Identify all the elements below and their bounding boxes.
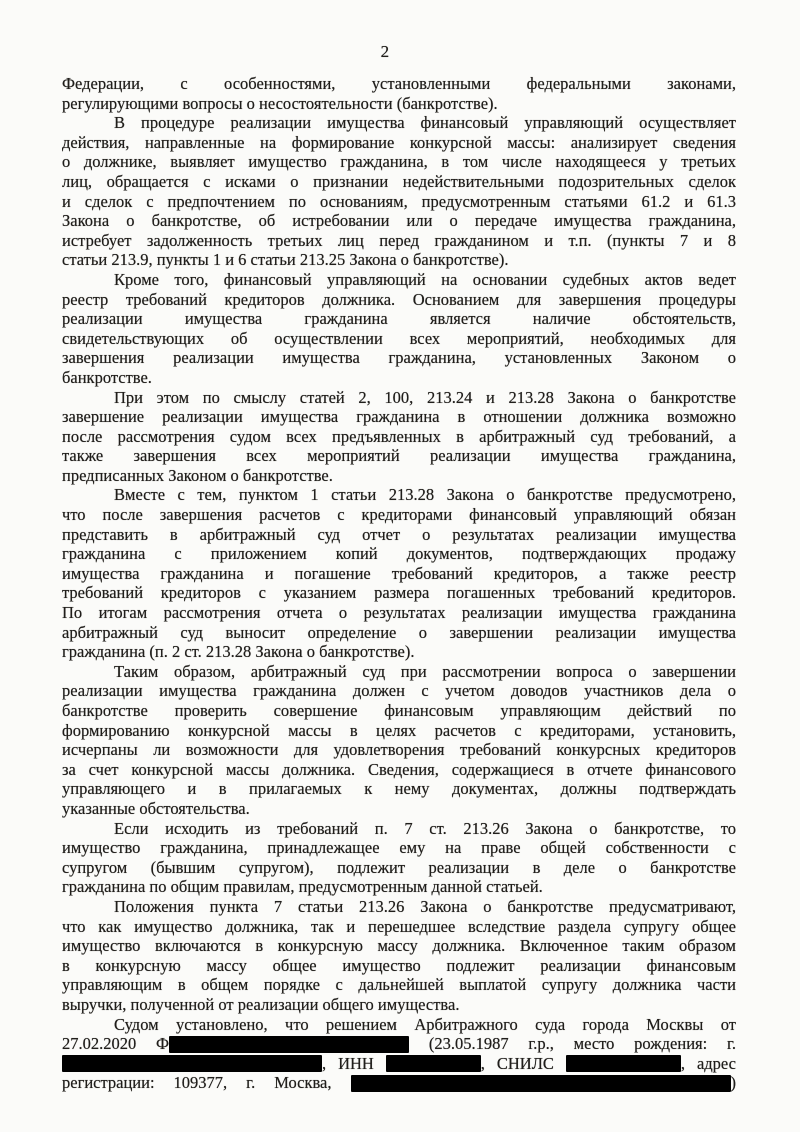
- text-line: свидетельствующих об осуществлении всех мероприятий, необходимых для: [62, 328, 736, 348]
- text-line: завершения реализации имущества гражданина, установленных Законом о: [62, 348, 736, 368]
- text-line: банкротстве.: [62, 367, 152, 387]
- text-line: регистрации: 109377, г. Москва, ): [62, 1073, 736, 1093]
- text-line: По итогам рассмотрения отчета о результатах реализации имущества гражданина: [62, 603, 736, 623]
- text-line: арбитражный суд выносит определение о завершении реализации имущества: [62, 622, 736, 642]
- text-line: имущество гражданина, принадлежащее ему на праве общей собственности с: [62, 838, 736, 858]
- text-line: в конкурсную массу общее имущество подлежит реализации финансовым: [62, 955, 736, 975]
- page-number: 2: [380, 42, 390, 61]
- text-line: При этом по смыслу статей 2, 100, 213.24 и 213.28 Закона о банкротстве: [114, 387, 736, 407]
- text-line: гражданина с приложением копий документов, подтверждающих продажу: [62, 544, 736, 564]
- redaction-bar: [386, 1055, 481, 1072]
- text-line: представить в арбитражный суд отчет о результатах реализации имущества: [62, 524, 736, 544]
- redaction-bar: [566, 1055, 681, 1072]
- text-line: предписанных Законом о банкротстве.: [62, 465, 333, 485]
- text-line: и сделок с предпочтением по основаниям, предусмотренным статьями 61.2 и 61.3: [62, 191, 736, 211]
- text-line: регулирующими вопросы о несостоятельности (банкротстве).: [62, 93, 498, 113]
- paragraph: [62, 662, 736, 819]
- text-line: В процедуре реализации имущества финансовый управляющий осуществляет: [114, 113, 736, 133]
- text-line: лиц, обращается с исками о признании недействительными подозрительных сделок: [62, 171, 736, 191]
- text-line: реализации имущества гражданина является наличие обстоятельств,: [62, 309, 736, 329]
- text-line: также завершения всех мероприятий реализации имущества гражданина,: [62, 446, 736, 466]
- text-line: исчерпаны ли возможности для удовлетворения требований конкурсных кредиторов: [62, 740, 736, 760]
- text-line: гражданина (п. 2 ст. 213.28 Закона о банкротстве).: [62, 642, 415, 662]
- text-line: , ИНН , СНИЛС , адрес: [62, 1054, 736, 1074]
- text-line: имущества гражданина и погашение требований кредиторов, а также реестр: [62, 563, 736, 583]
- text-line: реестр требований кредиторов должника. Основанием для завершения процедуры: [62, 289, 736, 309]
- redaction-bar: [351, 1075, 731, 1092]
- text-line: что после завершения расчетов с кредиторами финансовый управляющий обязан: [62, 505, 736, 525]
- paragraph: [62, 1015, 736, 1093]
- text-line: управляющего и в прилагаемых к нему документах, должны подтверждать: [62, 779, 736, 799]
- text-line: указанные обстоятельства.: [62, 798, 250, 818]
- text-line: требований кредиторов с указанием размера погашенных требований кредиторов.: [62, 583, 736, 603]
- text-line: Если исходить из требований п. 7 ст. 213.26 Закона о банкротстве, то: [114, 818, 736, 838]
- paragraph: [62, 485, 736, 661]
- redaction-bar: [62, 1055, 322, 1072]
- text-line: формированию конкурсной массы в целях расчетов с кредиторами, установить,: [62, 720, 736, 740]
- text-line: действия, направленные на формирование конкурсной массы: анализирует сведения: [62, 132, 736, 152]
- text-line: Кроме того, финансовый управляющий на основании судебных актов ведет: [114, 269, 736, 289]
- text-line: супругом (бывшим супругом), подлежит реализации в деле о банкротстве: [62, 857, 736, 877]
- text-line: после рассмотрения судом всех предъявленных в арбитражный суд требований, а: [62, 426, 736, 446]
- document-body: [62, 74, 736, 1093]
- paragraph: [62, 74, 736, 113]
- text-line: имущество включаются в конкурсную массу должника. Включенное таким образом: [62, 936, 736, 956]
- paragraph: [62, 113, 736, 270]
- paragraph: [62, 270, 736, 388]
- text-line: что как имущество должника, так и перешедшее вследствие раздела супругу общее: [62, 916, 736, 936]
- text-line: Таким образом, арбитражный суд при рассмотрении вопроса о завершении: [114, 661, 736, 681]
- text-line: реализации имущества гражданина должен с учетом доводов участников дела о: [62, 681, 736, 701]
- paragraph: [62, 819, 736, 897]
- text-line: статьи 213.9, пункты 1 и 6 статьи 213.25 Закона о банкротстве).: [62, 250, 509, 270]
- text-line: гражданина по общим правилам, предусмотренным данной статьей.: [62, 877, 543, 897]
- text-line: за счет конкурсной массы должника. Сведения, содержащиеся в отчете финансового: [62, 759, 736, 779]
- text-line: банкротстве проверить совершение финансовым управляющим действий по: [62, 701, 736, 720]
- text-line: Судом установлено, что решением Арбитражного суда города Москвы от: [114, 1014, 736, 1034]
- text-line: 27.02.2020 Ф (23.05.1987 г.р., место рождения: г.: [62, 1034, 736, 1054]
- text-line: выручки, полученной от реализации общего имущества.: [62, 994, 460, 1014]
- text-line: Положения пункта 7 статьи 213.26 Закона о банкротстве предусматривают,: [114, 896, 736, 916]
- redaction-bar: [169, 1036, 409, 1053]
- text-line: Закона о банкротстве, об истребовании или о передаче имущества гражданина,: [62, 211, 736, 231]
- text-line: управляющим в общем порядке с дальнейшей выплатой супругу должника части: [62, 975, 736, 995]
- paragraph: [62, 388, 736, 486]
- text-line: о должнике, выявляет имущество гражданина, в том числе находящееся у третьих: [62, 152, 736, 172]
- paragraph: [62, 897, 736, 1015]
- text-line: истребует задолженность третьих лиц перед гражданином и т.п. (пункты 7 и 8: [62, 230, 736, 250]
- text-line: Федерации, с особенностями, установленными федеральными законами,: [62, 74, 736, 93]
- text-line: завершение реализации имущества гражданина в отношении должника возможно: [62, 407, 736, 427]
- text-line: Вместе с тем, пунктом 1 статьи 213.28 Закона о банкротстве предусмотрено,: [114, 485, 736, 505]
